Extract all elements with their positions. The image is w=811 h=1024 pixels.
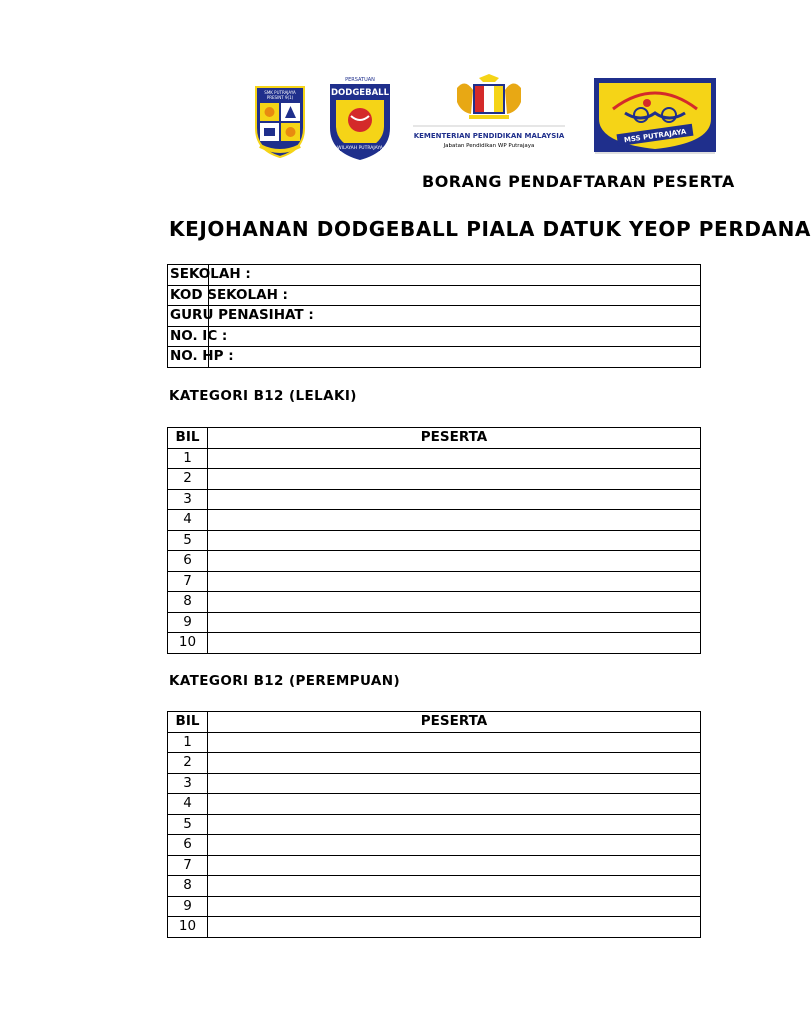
row-number: 3 [168,489,208,510]
participant-name-cell[interactable] [208,794,701,815]
category-title: KATEGORI B12 (PEREMPUAN) [169,673,401,689]
participant-name-cell[interactable] [208,612,701,633]
table-row [168,510,701,531]
participant-name-cell[interactable] [208,551,701,572]
col-bil: BIL [168,428,208,449]
row-number: 1 [168,732,208,753]
row-number: 4 [168,510,208,531]
participant-name-cell[interactable] [208,814,701,835]
info-label: SEKOLAH : [170,266,251,283]
info-label: NO. HP : [170,348,234,365]
col-peserta: PESERTA [208,428,701,449]
event-title: KEJOHANAN DODGEBALL PIALA DATUK YEOP PERDANA [169,217,811,241]
participant-name-cell[interactable] [208,633,701,654]
row-number: 6 [168,551,208,572]
column-divider [208,305,209,327]
participant-name-cell[interactable] [208,571,701,592]
row-number: 1 [168,448,208,469]
row-number: 9 [168,612,208,633]
school-info-table [167,264,701,368]
participant-name-cell[interactable] [208,917,701,938]
participant-name-cell[interactable] [208,773,701,794]
table-row [168,753,701,774]
table-row [168,551,701,572]
column-divider [208,346,209,368]
info-row [168,265,701,286]
table-row [168,896,701,917]
info-row [168,306,701,327]
ministry-department: Jabatan Pendidikan WP Putrajaya [443,143,535,149]
table-row [168,633,701,654]
svg-text:MSS PUTRAJAYA: MSS PUTRAJAYA [623,127,687,145]
row-number: 2 [168,753,208,774]
col-bil: BIL [168,712,208,733]
col-peserta: PESERTA [208,712,701,733]
row-number: 5 [168,530,208,551]
svg-text:WILAYAH PUTRAJAYA: WILAYAH PUTRAJAYA [337,146,383,151]
info-field[interactable] [168,265,701,286]
row-number: 10 [168,917,208,938]
row-number: 8 [168,876,208,897]
ministry-name: KEMENTERIAN PENDIDIKAN MALAYSIA [413,132,565,140]
info-label: KOD SEKOLAH : [170,286,288,303]
table-row [168,571,701,592]
table-row [168,448,701,469]
participant-table-lelaki [167,427,701,654]
svg-text:DODGEBALL: DODGEBALL [330,88,390,98]
info-row [168,285,701,306]
row-number: 4 [168,794,208,815]
participant-name-cell[interactable] [208,592,701,613]
info-field[interactable] [168,347,701,368]
info-row [168,347,701,368]
row-number: 3 [168,773,208,794]
table-row [168,855,701,876]
row-number: 6 [168,835,208,856]
row-number: 8 [168,592,208,613]
table-row [168,592,701,613]
table-row [168,469,701,490]
participant-table-perempuan [167,711,701,938]
participant-name-cell[interactable] [208,753,701,774]
column-divider [208,285,209,307]
table-header-row [168,712,701,733]
info-field[interactable] [168,326,701,347]
table-row [168,530,701,551]
participant-name-cell[interactable] [208,732,701,753]
info-label: NO. IC : [170,327,228,344]
participant-name-cell[interactable] [208,835,701,856]
row-number: 9 [168,896,208,917]
participant-name-cell[interactable] [208,530,701,551]
svg-text:PERSATUAN: PERSATUAN [345,77,375,83]
column-divider [208,264,209,286]
info-field[interactable] [168,285,701,306]
table-row [168,732,701,753]
row-number: 10 [168,633,208,654]
info-label: GURU PENASIHAT : [170,307,314,324]
table-row [168,612,701,633]
participant-name-cell[interactable] [208,876,701,897]
table-row [168,917,701,938]
table-row [168,814,701,835]
row-number: 2 [168,469,208,490]
form-title: BORANG PENDAFTARAN PESERTA [422,172,735,191]
row-number: 5 [168,814,208,835]
table-row [168,794,701,815]
table-row [168,876,701,897]
table-row [168,835,701,856]
participant-name-cell[interactable] [208,896,701,917]
table-row [168,773,701,794]
table-header-row [168,428,701,449]
info-row [168,326,701,347]
participant-name-cell[interactable] [208,489,701,510]
svg-text:PRESINT 9(1): PRESINT 9(1) [266,95,294,100]
row-number: 7 [168,855,208,876]
info-field[interactable] [168,306,701,327]
participant-name-cell[interactable] [208,855,701,876]
table-row [168,489,701,510]
row-number: 7 [168,571,208,592]
column-divider [208,326,209,348]
participant-name-cell[interactable] [208,469,701,490]
category-title: KATEGORI B12 (LELAKI) [169,388,357,404]
participant-name-cell[interactable] [208,448,701,469]
svg-text:SMK PUTRAJAYA: SMK PUTRAJAYA [264,90,296,95]
participant-name-cell[interactable] [208,510,701,531]
